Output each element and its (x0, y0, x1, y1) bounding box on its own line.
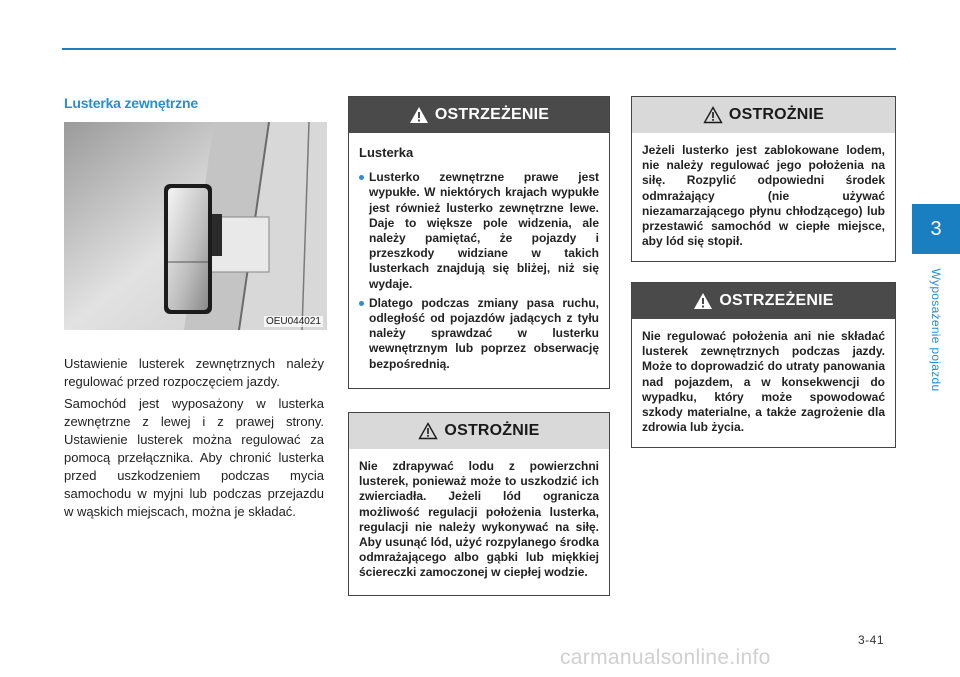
warning-triangle-icon (703, 106, 723, 124)
warning-bullet: Dlatego podczas zmiany pasa ruchu, odległość od pojazdów jadących z tyłu należy sprawdzać w lusterku wewnętrznym lub poprzez obserwację bezpośrednią. (359, 296, 599, 372)
warning-box-mirrors (348, 96, 610, 389)
caution-title: OSTROŻNIE (728, 106, 825, 123)
caution-box-frozen-mirror (631, 96, 896, 262)
warning-body (349, 133, 609, 386)
top-rule (62, 48, 896, 50)
warning-title: OSTRZEŻENIE (434, 106, 550, 123)
warning-box-driving (631, 282, 896, 448)
mirror-illustration (64, 122, 327, 330)
warning-header (349, 97, 609, 133)
caution-title: OSTROŻNIE (444, 422, 540, 439)
chapter-label: Wyposażenie pojazdu (929, 268, 943, 392)
description-paragraph: Samochód jest wyposażony w lusterka zewnętrzne z lewej i z prawej strony. Ustawienie lusterek można regulować za pomocą przełącznika. Aby chronić lusterka przed uszkodzeniem podczas mycia samochodu w myjni lub podczas przejazdu w wąskich miejscach, można je składać. (64, 396, 324, 519)
caution-header (632, 97, 895, 133)
warning-bullet: Lusterko zewnętrzne prawe jest wypukłe. W niektórych krajach wypukłe jest również lusterko zewnętrzne lewe. Daje to większe pole widzenia, ale należy pamiętać, że pojazdy i przeszkody widziane w takich lusterkach znajdują się bliżej, niż się wydaje. (359, 170, 599, 292)
chapter-tab: 3 (912, 204, 960, 254)
intro-paragraph: Ustawienie lusterek zewnętrznych należy regulować przed rozpoczęciem jazdy. (64, 356, 324, 389)
warning-triangle-icon (418, 422, 438, 440)
caution-box-ice-scraping (348, 412, 610, 596)
warning-triangle-icon (693, 292, 713, 310)
mirror-photo (64, 122, 327, 330)
warning-body: Nie regulować położenia ani nie składać lusterek zewnętrznych podczas jazdy. Może to doprowadzić do utraty panowania nad pojazdem, a w konsekwencji do wypadku, który może spowodować szkody materialne, a także zagrożenie dla zdrowia lub życia. (642, 329, 885, 435)
section-title: Lusterka zewnętrzne (64, 95, 198, 111)
watermark: carmanualsonline.info (560, 646, 771, 669)
photo-code: OEU044021 (265, 316, 321, 327)
caution-body: Nie zdrapywać lodu z powierzchni lusterek, ponieważ może to uszkodzić ich zwierciadła. Jeżeli lód ogranicza możliwość regulacji położenia lusterka, regulacji nie należy wykonywać na siłę. Aby usunąć lód, użyć rozpylanego środka odmrażającego albo gąbki lub miękkiej ściereczki zamoczonej w ciepłej wodzie. (359, 459, 599, 580)
warning-header (632, 283, 895, 319)
warning-title: OSTRZEŻENIE (719, 292, 834, 309)
warning-subtitle: Lusterka (359, 145, 414, 160)
page-number: 3-41 (858, 633, 885, 647)
caution-header (349, 413, 609, 449)
caution-body: Jeżeli lusterko jest zablokowane lodem, nie należy regulować jego położenia na siłę. Rozpylić odpowiedni środek odmrażający (nie używać niezamarzającego płynu chłodzącego) lub przestawić samochód w ciepłe miejsce, aby lód się stopił. (642, 143, 885, 249)
warning-triangle-icon (409, 106, 429, 124)
